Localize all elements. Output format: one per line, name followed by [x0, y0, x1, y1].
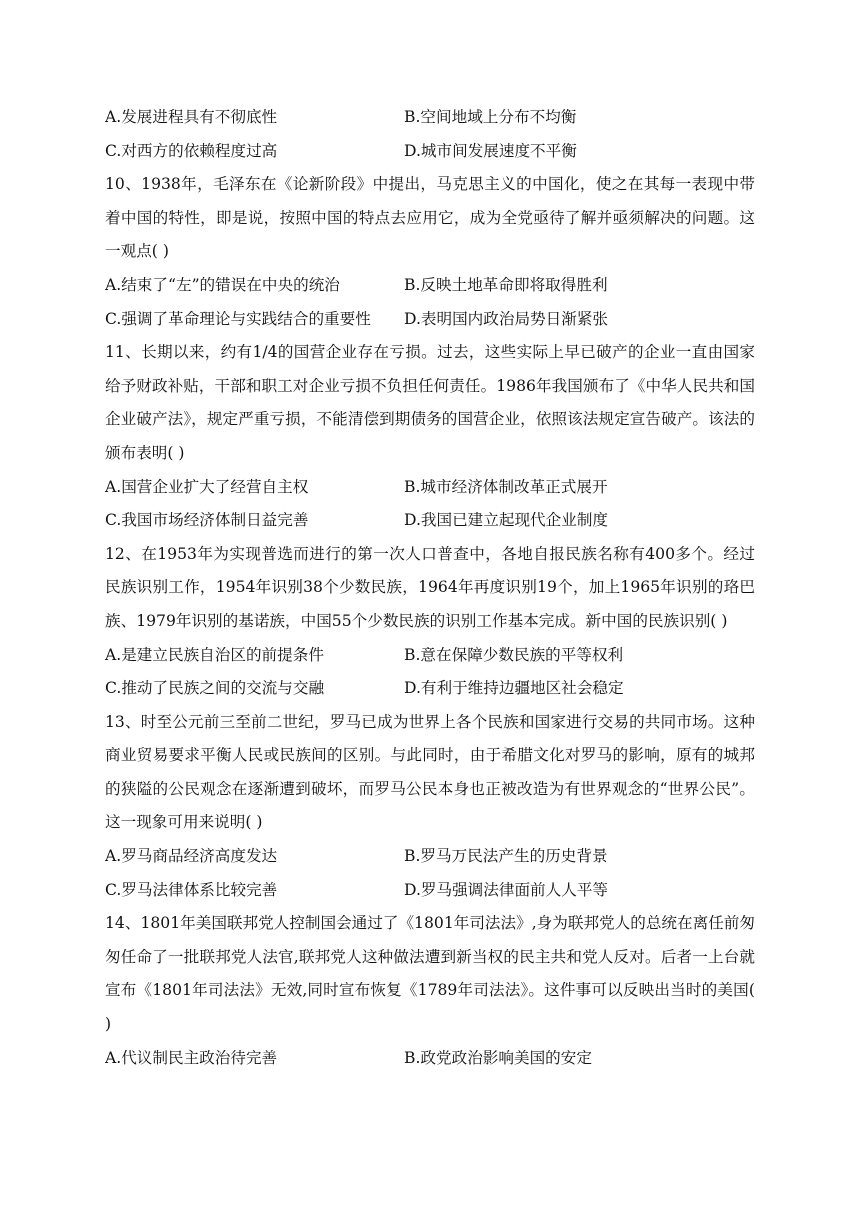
question-stem: 14、1801年美国联邦党人控制国会通过了《1801年司法法》,身为联邦党人的总统在离任前匆匆任命了一批联邦党人法官,联邦党人这种做法遭到新当权的民主共和党人反对。后者一上台就宣布《1801年司法法》无效,同时宣布恢复《1789年司法法》。这件事可以反映出当时的美国( ) [105, 914, 755, 1034]
option-a: A.罗马商品经济高度发达 [105, 847, 278, 866]
question-stem: 12、在1953年为实现普选而进行的第一次人口普查中，各地自报民族名称有400多个。经过民族识别工作，1954年识别38个少数民族，1964年再度识别19个，加上1965年识别的珞巴族、1979年识别的基诺族，中国55个少数民族的识别工作基本完成。新中国的民族识别( ) [105, 544, 755, 630]
option-d: D.罗马强调法律面前人人平等 [404, 880, 609, 899]
exam-page [105, 101, 755, 1075]
option-b: B.政党政治影响美国的安定 [404, 1048, 592, 1067]
question-stem: 13、时至公元前三至前二世纪，罗马已成为世界上各个民族和国家进行交易的共同市场。这种商业贸易要求平衡人民或民族间的区别。与此同时，由于希腊文化对罗马的影响，原有的城邦的狭隘的公民观念在逐渐遭到破坏，而罗马公民本身也正被改造为有世界观念的“世界公民”。这一现象可用来说明( ) [105, 712, 755, 832]
option-row [105, 1042, 755, 1076]
option-d: D.表明国内政治局势日渐紧张 [404, 309, 609, 328]
option-row [105, 672, 755, 706]
question-10 [105, 168, 755, 336]
option-d: D.城市间发展速度不平衡 [404, 141, 577, 160]
option-c: C.我国市场经济体制日益完善 [105, 511, 309, 530]
option-b: B.城市经济体制改革正式展开 [404, 477, 608, 496]
question-stem: 11、长期以来，约有1/4的国营企业存在亏损。过去，这些实际上早已破产的企业一直由国家给予财政补贴，干部和职工对企业亏损不负担任何责任。1986年我国颁布了《中华人民共和国企业破产法》，规定严重亏损，不能清偿到期债务的国营企业，依照该法规定宣告破产。该法的颁布表明( ) [105, 343, 755, 462]
option-row [105, 639, 755, 673]
option-b: B.空间地域上分布不均衡 [404, 108, 577, 126]
option-b: B.意在保障少数民族的平等权利 [404, 645, 624, 664]
question-12 [105, 538, 755, 706]
option-c: C.对西方的依赖程度过高 [105, 141, 278, 160]
option-row [105, 874, 755, 908]
option-b: B.反映土地革命即将取得胜利 [404, 275, 608, 294]
option-c: C.罗马法律体系比较完善 [105, 880, 278, 899]
option-row [105, 840, 755, 874]
question-11 [105, 336, 755, 538]
option-row [105, 101, 755, 135]
option-row [105, 504, 755, 538]
option-c: C.推动了民族之间的交流与交融 [105, 679, 325, 698]
option-d: D.有利于维持边疆地区社会稳定 [404, 679, 624, 698]
option-row [105, 471, 755, 505]
question-stem: 10、1938年，毛泽东在《论新阶段》中提出，马克思主义的中国化，使之在其每一表现中带着中国的特性，即是说，按照中国的特点去应用它，成为全党亟待了解并亟须解决的问题。这一观点( ) [105, 175, 755, 261]
question-14 [105, 907, 755, 1075]
option-row [105, 303, 755, 337]
option-a: A.代议制民主政治待完善 [105, 1048, 278, 1067]
option-d: D.我国已建立起现代企业制度 [404, 511, 609, 530]
option-b: B.罗马万民法产生的历史背景 [404, 847, 608, 866]
option-c: C.强调了革命理论与实践结合的重要性 [105, 309, 371, 328]
option-a: A.是建立民族自治区的前提条件 [105, 645, 324, 664]
option-row [105, 269, 755, 303]
question-13 [105, 706, 755, 908]
option-a: A.发展进程具有不彻底性 [105, 108, 278, 126]
option-row [105, 135, 755, 169]
option-a: A.国营企业扩大了经营自主权 [105, 477, 309, 496]
option-a: A.结束了“左”的错误在中央的统治 [105, 275, 340, 294]
